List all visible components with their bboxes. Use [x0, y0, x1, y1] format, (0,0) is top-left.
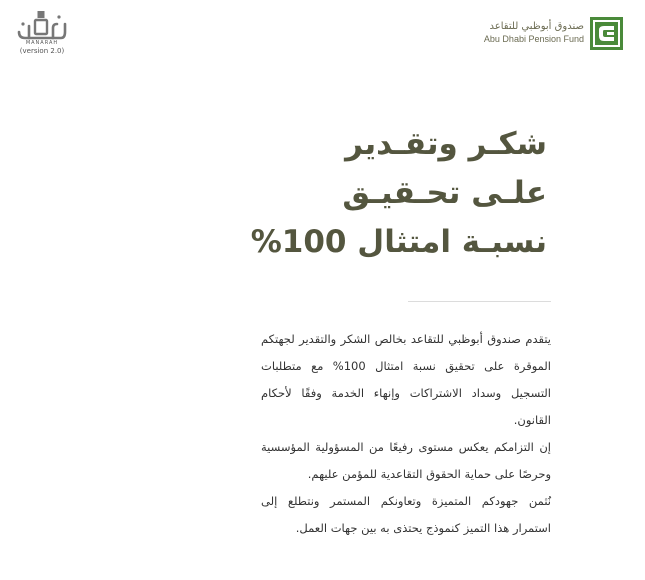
body-paragraph-1: يتقدم صندوق أبوظبي للتقاعد بخالص الشكر والتقدير لجهتكم الموقرة على تحقيق نسبة امتثال 100% مع متطلبات التسجيل وسداد الاشتراكات وإنهاء الخدمة وفقًا لأحكام القانون. [261, 332, 551, 427]
adpf-logo-text [484, 21, 584, 45]
body-text [261, 326, 551, 542]
adpf-logo [484, 16, 623, 50]
headline-line-1: شكـر وتقـدير [345, 126, 547, 162]
body-paragraph-3: نُثمن جهودكم المتميزة وتعاونكم المستمر ونتطلع إلى استمرار هذا التميز كنموذج يحتذى به بين جهات العمل. [261, 494, 551, 535]
body-paragraph-2: إن التزامكم يعكس مستوى رفيعًا من المسؤولية المؤسسية وحرصًا على حماية الحقوق التقاعدية للمؤمن عليهم. [261, 440, 551, 481]
divider [408, 301, 551, 302]
adpf-arabic-name: صندوق أبوظبي للتقاعد [489, 21, 584, 33]
headline-line-3: نسبـة امتثال 100% [250, 224, 547, 260]
manarah-version: (version 2.0) [19, 47, 65, 55]
manarah-wordmark: MANARAH [25, 40, 59, 46]
headline-line-2: علـى تحـقيـق [342, 175, 547, 211]
manarah-logo-mark [15, 8, 69, 40]
headline [227, 120, 547, 267]
adpf-english-name: Abu Dhabi Pension Fund [483, 34, 584, 45]
manarah-logo [14, 8, 70, 58]
adpf-logo-mark [590, 17, 623, 50]
